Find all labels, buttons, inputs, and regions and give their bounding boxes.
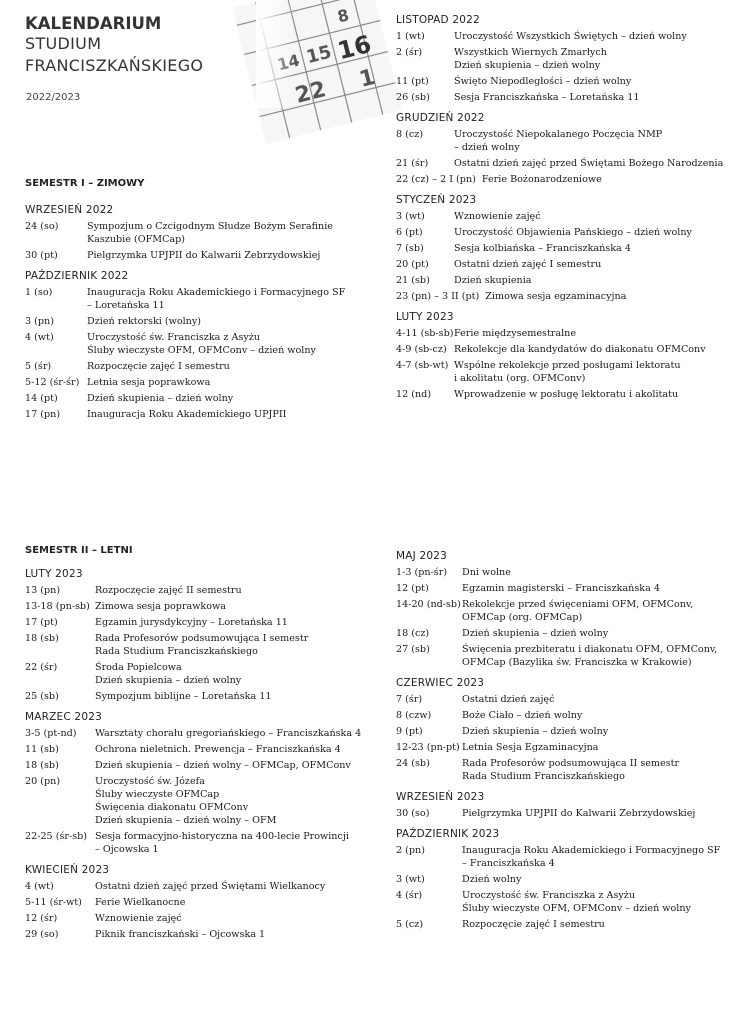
semester-2-title: SEMESTR II – LETNI bbox=[25, 545, 133, 556]
semester-1-left-months bbox=[25, 204, 370, 421]
calendar-entry bbox=[25, 727, 380, 740]
entry-date: 25 (sb) bbox=[25, 691, 59, 702]
entry-date: 7 (śr) bbox=[396, 694, 423, 705]
calendar-entry bbox=[396, 46, 731, 72]
entry-date: 3 (wt) bbox=[396, 211, 425, 222]
entry-date: 18 (sb) bbox=[25, 760, 59, 771]
entry-date: 4 (wt) bbox=[25, 332, 54, 343]
entry-date: 11 (pt) bbox=[396, 76, 429, 87]
month-block bbox=[25, 568, 380, 703]
entry-text: Sympozjum o Czcigodnym Słudze Bożym Serafinie Kaszubie (OFMCap) bbox=[87, 221, 333, 245]
entry-text: Sesja Franciszkańska – Loretańska 11 bbox=[454, 92, 640, 103]
semester-1-right-column bbox=[396, 14, 731, 409]
entry-text: Rada Profesorów podsumowująca II semestr Rada Studium Franciszkańskiego bbox=[462, 758, 680, 782]
entry-text: Rozpoczęcie zajęć II semestru bbox=[95, 585, 242, 596]
header-subtitle-2: FRANCISZKAŃSKIEGO bbox=[25, 56, 204, 75]
entry-date: 11 (sb) bbox=[25, 744, 59, 755]
entry-text: Rekolekcje przed święceniami OFM, OFMConv, OFMCap (org. OFMCap) bbox=[462, 599, 694, 623]
month-block bbox=[396, 194, 731, 303]
entry-text: Dzień rektorski (wolny) bbox=[87, 316, 202, 327]
entry-date: 4 (wt) bbox=[25, 881, 54, 892]
calendar-entry bbox=[396, 643, 731, 669]
entry-date: 5 (cz) bbox=[396, 919, 424, 930]
entry-text: Środa Popielcowa Dzień skupienia – dzień wolny bbox=[95, 662, 242, 686]
entry-date: 3 (wt) bbox=[396, 874, 425, 885]
calendar-entry bbox=[25, 632, 380, 658]
calendar-entry bbox=[396, 918, 731, 931]
calendar-entry bbox=[25, 408, 370, 421]
entry-date: 29 (so) bbox=[25, 929, 59, 940]
month-block bbox=[396, 311, 731, 401]
entry-date: 4-7 (sb-wt) bbox=[396, 360, 449, 371]
entry-date: 1 (wt) bbox=[396, 31, 425, 42]
entry-date: 5-12 (śr-śr) bbox=[25, 377, 80, 388]
calendar-entry bbox=[396, 226, 731, 239]
month-block bbox=[25, 711, 380, 856]
entry-date: 5-11 (śr-wt) bbox=[25, 897, 82, 908]
month-heading: LUTY 2023 bbox=[396, 311, 454, 323]
month-block bbox=[396, 14, 731, 104]
month-heading: KWIECIEŃ 2023 bbox=[25, 864, 110, 876]
calendar-entry bbox=[396, 359, 731, 385]
entry-date: 30 (so) bbox=[396, 808, 430, 819]
entry-text: Piknik franciszkański – Ojcowska 1 bbox=[95, 929, 266, 940]
month-heading: GRUDZIEŃ 2022 bbox=[396, 112, 485, 124]
calendar-entry bbox=[396, 807, 731, 820]
month-heading: WRZESIEŃ 2023 bbox=[396, 791, 485, 803]
calendar-entry bbox=[25, 286, 370, 312]
calendar-entry bbox=[25, 743, 380, 756]
entry-text: Uroczystość Niepokalanego Poczęcia NMP – dzień wolny bbox=[454, 129, 663, 153]
month-heading: MAJ 2023 bbox=[396, 550, 447, 562]
entry-date: 21 (śr) bbox=[396, 158, 429, 169]
entry-text: Ochrona nieletnich. Prewencja – Franciszkańska 4 bbox=[95, 744, 341, 755]
month-heading: PAŹDZIERNIK 2023 bbox=[396, 828, 500, 840]
calendar-entry bbox=[396, 889, 731, 915]
calendar-entry bbox=[25, 331, 370, 357]
entry-date: 18 (cz) bbox=[396, 628, 430, 639]
calendar-entry bbox=[396, 627, 731, 640]
entry-text: Dzień skupienia – dzień wolny bbox=[462, 628, 609, 639]
semester-1-title: SEMESTR I – ZIMOWY bbox=[25, 178, 145, 189]
calendar-entry bbox=[396, 210, 731, 223]
calendar-entry bbox=[396, 327, 731, 340]
entry-date: 3 (pn) bbox=[25, 316, 54, 327]
entry-text: Wznowienie zajęć bbox=[454, 211, 541, 222]
entry-text: Rekolekcje dla kandydatów do diakonatu OFMConv bbox=[454, 344, 706, 355]
calendar-illustration bbox=[256, 0, 368, 108]
entry-text: Dni wolne bbox=[462, 567, 511, 578]
entry-date: 30 (pt) bbox=[25, 250, 58, 261]
entry-date: 6 (pt) bbox=[396, 227, 423, 238]
calendar-entry bbox=[25, 880, 380, 893]
entry-date: 4 (śr) bbox=[396, 890, 423, 901]
calendar-entry bbox=[396, 582, 731, 595]
entry-text: Uroczystość Wszystkich Świętych – dzień wolny bbox=[454, 31, 687, 42]
entry-date: 13 (pn) bbox=[25, 585, 61, 596]
entry-text: Warsztaty chorału gregoriańskiego – Franciszkańska 4 bbox=[95, 728, 362, 739]
entry-text: Inauguracja Roku Akademickiego i Formacyjnego SF – Franciszkańska 4 bbox=[462, 845, 721, 869]
entry-date: 9 (pt) bbox=[396, 726, 423, 737]
entry-date: 22-25 (śr-sb) bbox=[25, 831, 88, 842]
month-heading: LUTY 2023 bbox=[25, 568, 83, 580]
entry-date: 8 (czw) bbox=[396, 710, 432, 721]
calendar-entry bbox=[396, 274, 731, 287]
entry-date: 14-20 (nd-sb) bbox=[396, 599, 461, 610]
entry-date: 22 (cz) – 2 I (pn) bbox=[396, 174, 476, 185]
entry-text: Sympozjum biblijne – Loretańska 11 bbox=[95, 691, 272, 702]
entry-date: 7 (sb) bbox=[396, 243, 424, 254]
entry-text: Wprowadzenie w posługę lektoratu i akolitatu bbox=[454, 389, 679, 400]
entry-text: Sesja formacyjno-historyczna na 400-lecie Prowincji – Ojcowska 1 bbox=[95, 831, 349, 855]
calendar-entry bbox=[25, 759, 380, 772]
entry-date: 26 (sb) bbox=[396, 92, 430, 103]
month-block bbox=[25, 204, 370, 262]
entry-text: Ostatni dzień zajęć przed Świętami Bożego Narodzenia bbox=[454, 158, 724, 169]
academic-year: 2022/2023 bbox=[26, 92, 81, 103]
entry-text: Ferie międzysemestralne bbox=[454, 328, 577, 339]
entry-text: Egzamin jurysdykcyjny – Loretańska 11 bbox=[95, 617, 288, 628]
calendar-entry bbox=[396, 157, 731, 170]
entry-text: Zimowa sesja poprawkowa bbox=[95, 601, 226, 612]
calendar-entry bbox=[25, 616, 380, 629]
semester-1-right-months bbox=[396, 14, 731, 401]
header-title: KALENDARIUM bbox=[25, 14, 162, 33]
entry-text: Ferie Wielkanocne bbox=[95, 897, 186, 908]
entry-date: 17 (pn) bbox=[25, 409, 61, 420]
calendar-entry bbox=[25, 249, 370, 262]
entry-text: Zimowa sesja egzaminacyjna bbox=[485, 291, 627, 302]
entry-date: 18 (sb) bbox=[25, 633, 59, 644]
calendar-entry bbox=[25, 912, 380, 925]
header-subtitle-1: STUDIUM bbox=[25, 34, 102, 53]
month-block bbox=[396, 550, 731, 669]
entry-date: 8 (cz) bbox=[396, 129, 424, 140]
entry-date: 12-23 (pn-pt) bbox=[396, 742, 460, 753]
entry-date: 20 (pn) bbox=[25, 776, 61, 787]
calendar-entry bbox=[25, 896, 380, 909]
entry-text: Sesja kolbiańska – Franciszkańska 4 bbox=[454, 243, 631, 254]
semester-2-left-months bbox=[25, 568, 380, 941]
month-block bbox=[25, 864, 380, 941]
entry-text: Ostatni dzień zajęć I semestru bbox=[454, 259, 602, 270]
entry-date: 21 (sb) bbox=[396, 275, 430, 286]
calendar-entry bbox=[396, 725, 731, 738]
entry-date: 4-11 (sb-sb) bbox=[396, 328, 454, 339]
month-block bbox=[396, 677, 731, 783]
calendar-entry bbox=[396, 566, 731, 579]
entry-date: 17 (pt) bbox=[25, 617, 58, 628]
entry-text: Dzień skupienia – dzień wolny bbox=[87, 393, 234, 404]
entry-text: Ferie Bożonarodzeniowe bbox=[481, 174, 602, 185]
calendar-entry bbox=[396, 30, 731, 43]
month-heading: STYCZEŃ 2023 bbox=[396, 194, 477, 206]
entry-text: Święcenia prezbiteratu i diakonatu OFM, OFMConv, OFMCap (Bazylika św. Franciszka w Krakowie) bbox=[462, 644, 718, 668]
entry-text: Pielgrzymka UPJPII do Kalwarii Zebrzydowskiej bbox=[87, 250, 321, 261]
month-heading: CZERWIEC 2023 bbox=[396, 677, 485, 689]
entry-text: Uroczystość św. Franciszka z Asyżu Śluby wieczyste OFM, OFMConv – dzień wolny bbox=[462, 890, 691, 914]
calendar-entry bbox=[396, 128, 731, 154]
entry-date: 3-5 (pt-nd) bbox=[25, 728, 77, 739]
calendar-entry bbox=[396, 290, 731, 303]
entry-text: Dzień skupienia bbox=[454, 275, 532, 286]
entry-text: Pielgrzymka UPJPII do Kalwarii Zebrzydowskiej bbox=[462, 808, 696, 819]
month-heading: PAŹDZIERNIK 2022 bbox=[25, 270, 129, 282]
calendar-entry bbox=[396, 258, 731, 271]
entry-text: Dzień skupienia – dzień wolny – OFMCap, OFMConv bbox=[95, 760, 351, 771]
entry-date: 1-3 (pn-śr) bbox=[396, 567, 448, 578]
entry-text: Rada Profesorów podsumowująca I semestr Rada Studium Franciszkańskiego bbox=[95, 633, 309, 657]
entry-text: Święto Niepodległości – dzień wolny bbox=[454, 76, 632, 87]
calendar-entry bbox=[25, 376, 370, 389]
calendar-entry bbox=[396, 844, 731, 870]
entry-date: 24 (sb) bbox=[396, 758, 430, 769]
calendar-entry bbox=[396, 757, 731, 783]
calendar-entry bbox=[25, 392, 370, 405]
entry-date: 4-9 (sb-cz) bbox=[396, 344, 447, 355]
entry-date: 5 (śr) bbox=[25, 361, 52, 372]
calendar-entry bbox=[396, 343, 731, 356]
calendar-entry bbox=[25, 360, 370, 373]
entry-text: Rozpoczęcie zajęć I semestru bbox=[87, 361, 230, 372]
calendar-entry bbox=[25, 661, 380, 687]
entry-date: 1 (so) bbox=[25, 287, 53, 298]
entry-text: Egzamin magisterski – Franciszkańska 4 bbox=[462, 583, 660, 594]
calendar-entry bbox=[396, 709, 731, 722]
entry-text: Dzień wolny bbox=[462, 874, 522, 885]
calendar-entry bbox=[396, 173, 731, 186]
entry-date: 23 (pn) – 3 II (pt) bbox=[396, 291, 480, 302]
calendar-entry bbox=[25, 830, 380, 856]
entry-text: Inauguracja Roku Akademickiego UPJPII bbox=[87, 409, 287, 420]
entry-date: 12 (nd) bbox=[396, 389, 432, 400]
calendar-entry bbox=[25, 584, 380, 597]
month-heading: MARZEC 2023 bbox=[25, 711, 102, 723]
entry-date: 12 (pt) bbox=[396, 583, 429, 594]
entry-text: Rozpoczęcie zajęć I semestru bbox=[462, 919, 605, 930]
entry-text: Letnia sesja poprawkowa bbox=[87, 377, 211, 388]
entry-date: 24 (so) bbox=[25, 221, 59, 232]
entry-text: Uroczystość Objawienia Pańskiego – dzień wolny bbox=[454, 227, 692, 238]
entry-date: 2 (pn) bbox=[396, 845, 425, 856]
calendar-entry bbox=[25, 600, 380, 613]
entry-date: 13-18 (pn-sb) bbox=[25, 601, 90, 612]
calendar-entry bbox=[396, 388, 731, 401]
calendar-entry bbox=[25, 220, 370, 246]
entry-date: 2 (śr) bbox=[396, 47, 423, 58]
semester-2-left-column bbox=[25, 545, 380, 949]
month-block bbox=[396, 112, 731, 186]
calendar-entry bbox=[396, 75, 731, 88]
entry-text: Uroczystość św. Franciszka z Asyżu Śluby wieczyste OFM, OFMConv – dzień wolny bbox=[87, 332, 316, 356]
entry-text: Ostatni dzień zajęć bbox=[462, 694, 555, 705]
entry-text: Ostatni dzień zajęć przed Świętami Wielkanocy bbox=[95, 881, 326, 892]
calendar-entry bbox=[396, 91, 731, 104]
entry-date: 20 (pt) bbox=[396, 259, 429, 270]
calendar-entry bbox=[25, 690, 380, 703]
entry-text: Boże Ciało – dzień wolny bbox=[462, 710, 583, 721]
calendar-entry bbox=[25, 315, 370, 328]
semester-2-right-column bbox=[396, 550, 731, 939]
entry-text: Wspólne rekolekcje przed posługami lektoratu i akolitatu (org. OFMConv) bbox=[454, 360, 681, 384]
semester-2-right-months bbox=[396, 550, 731, 931]
month-heading: WRZESIEŃ 2022 bbox=[25, 204, 114, 216]
calendar-entry bbox=[25, 928, 380, 941]
entry-text: Dzień skupienia – dzień wolny bbox=[462, 726, 609, 737]
semester-1-left-column bbox=[25, 178, 370, 429]
entry-text: Uroczystość św. Józefa Śluby wieczyste OFMCap Święcenia diakonatu OFMConv Dzień skupienia – dzień wolny – OFM bbox=[95, 776, 277, 826]
calendar-entry bbox=[396, 873, 731, 886]
entry-text: Wznowienie zajęć bbox=[95, 913, 182, 924]
entry-date: 22 (śr) bbox=[25, 662, 58, 673]
calendar-entry bbox=[396, 242, 731, 255]
calendar-entry bbox=[396, 598, 731, 624]
entry-text: Inauguracja Roku Akademickiego i Formacyjnego SF – Loretańska 11 bbox=[87, 287, 346, 311]
month-block bbox=[396, 828, 731, 931]
entry-date: 27 (sb) bbox=[396, 644, 430, 655]
month-block bbox=[396, 791, 731, 820]
calendar-entry bbox=[396, 741, 731, 754]
calendar-entry bbox=[396, 693, 731, 706]
entry-text: Wszystkich Wiernych Zmarłych Dzień skupienia – dzień wolny bbox=[454, 47, 607, 71]
month-heading: LISTOPAD 2022 bbox=[396, 14, 480, 26]
entry-text: Letnia Sesja Egzaminacyjna bbox=[462, 742, 599, 753]
calendar-entry bbox=[25, 775, 380, 827]
month-block bbox=[25, 270, 370, 421]
entry-date: 12 (śr) bbox=[25, 913, 58, 924]
entry-date: 14 (pt) bbox=[25, 393, 58, 404]
